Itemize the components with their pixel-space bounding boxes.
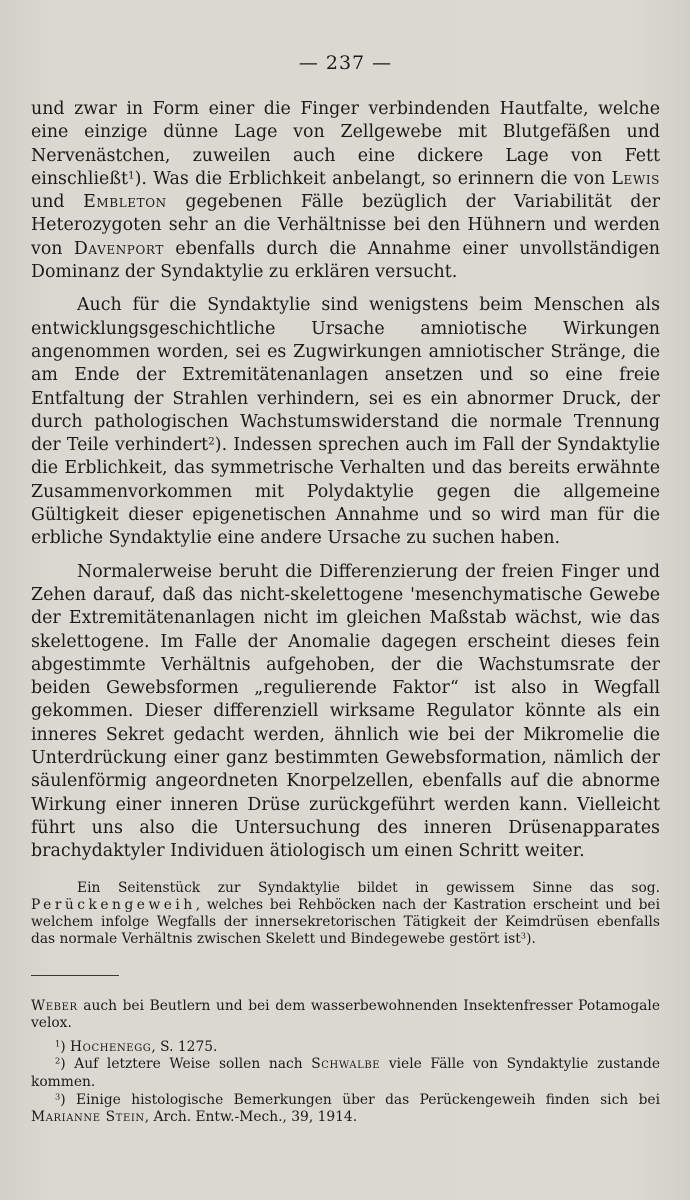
author-name-schwalbe: Schwalbe: [311, 1056, 381, 1073]
spaced-term: Perückengeweih: [31, 896, 196, 913]
footnote-marker-1: 1: [55, 1038, 61, 1049]
author-name-embleton: Embleton: [83, 192, 167, 213]
footnote-continuation: Weber auch bei Beutlern und bei dem wasserbewohnenden Insektenfresser Potamogale velox.: [31, 997, 660, 1032]
footnote-ref-1: 1: [127, 169, 135, 182]
footnote-marker-2: 2: [55, 1055, 61, 1066]
author-name-davenport: Davenport: [73, 238, 164, 259]
body-paragraph-2: Auch für die Syndaktylie sind wenigstens beim Menschen als entwicklungsgeschichtliche Ursache amniotische Wirkungen angenommen worden, sei es Zugwirkungen amniotischer Stränge, die am Ende der Extremitätenanlagen ansetzen und so eine freie Entfaltung der Strahlen verhindern, sei es ein abnormer Druck, der durch pathologischen Wachstumswiderstand die normale Trennung der Teile verhindert$^2$). Indessen sprechen auch im Fall der Syndaktylie die Erblichkeit, das symmetrische Verhalten und das bereits erwähnte Zusammenvorkommen mit Polydaktylie gegen die allgemeine Gültigkeit dieser epigenetischen Annahme und so wird man für die erbliche Syndaktylie eine andere Ursache zu suchen haben.: [31, 295, 660, 549]
footnote-2: $^2$) Auf letztere Weise sollen nach Schwalbe viele Fälle von Syndaktylie zustande kommen.: [31, 1055, 660, 1091]
author-name-marianne-stein: Marianne Stein: [31, 1109, 145, 1126]
footnote-3: $^3$) Einige histologische Bemerkungen über das Perückengeweih finden sich bei Marianne Stein, Arch. Entw.-Mech., 39, 1914.: [31, 1091, 660, 1126]
author-name-hochenegg: Hochenegg: [70, 1038, 152, 1055]
footnote-ref-2: 2: [208, 435, 215, 448]
footnote-divider: [31, 975, 119, 976]
body-paragraph-3: Normalerweise beruht die Differenzierung der freien Finger und Zehen darauf, daß das nicht-skelettogene 'mesenchymatische Gewebe der Extremitätenanlagen nicht im gleichen Maßstab wächst, wie das skelettogene. Im Falle der Anomalie dagegen erscheint dieses fein abgestimmte Verhältnis aufgehoben, der die Wachstumsrate der beiden Gewebsformen „regulierende Faktor“ ist also in Wegfall gekommen. Dieser differenziell wirksame Regulator könnte als ein inneres Sekret gedacht werden, ähnlich wie bei der Mikromelie die Unterdrückung einer ganz bestimmten Gewebsformation, nämlich der säulenförmig angeordneten Knorpelzellen, ebenfalls auf die abnorme Wirkung einer inneren Drüse zurückgeführt werden kann. Vielleicht führt uns also die Untersuchung des inneren Drüsenapparates brachydaktyler Individuen ätiologisch um einen Schritt weiter.: [31, 561, 660, 862]
page-number: — 237 —: [298, 52, 393, 74]
small-print-paragraph: Ein Seitenstück zur Syndaktylie bildet in gewissem Sinne das sog. Perückengeweih, welches bei Rehböcken nach der Kastration erscheint und bei welchem infolge Wegfalls der innersekretorischen Tätigkeit der Keimdrüsen ebenfalls das normale Verhältnis zwischen Skelett und Bindegewebe gestört ist$^3$).: [31, 879, 660, 948]
author-name-lewis: Lewis: [611, 168, 660, 189]
footnote-marker-3: 3: [55, 1091, 61, 1102]
body-paragraph-1: und zwar in Form einer die Finger verbindenden Hautfalte, welche eine einzige dünne Lage von Zellgewebe mit Blutgefäßen und Nervenästchen, zuweilen auch eine dickere Lage von Fett einschließt$^1$). Was die Erblichkeit anbelangt, so erinnern die von Lewis und Embleton gegebenen Fälle bezüglich der Variabilität der Heterozygoten sehr an die Verhältnisse bei den Hühnern und werden von Davenport ebenfalls durch die Annahme einer unvollständigen Dominanz der Syndaktylie zu erklären versucht.: [31, 99, 661, 283]
footnote-1: $^1$) Hochenegg, S. 1275.: [55, 1038, 218, 1055]
author-name-weber: Weber: [31, 997, 78, 1014]
footnote-ref-3: 3: [520, 930, 527, 941]
